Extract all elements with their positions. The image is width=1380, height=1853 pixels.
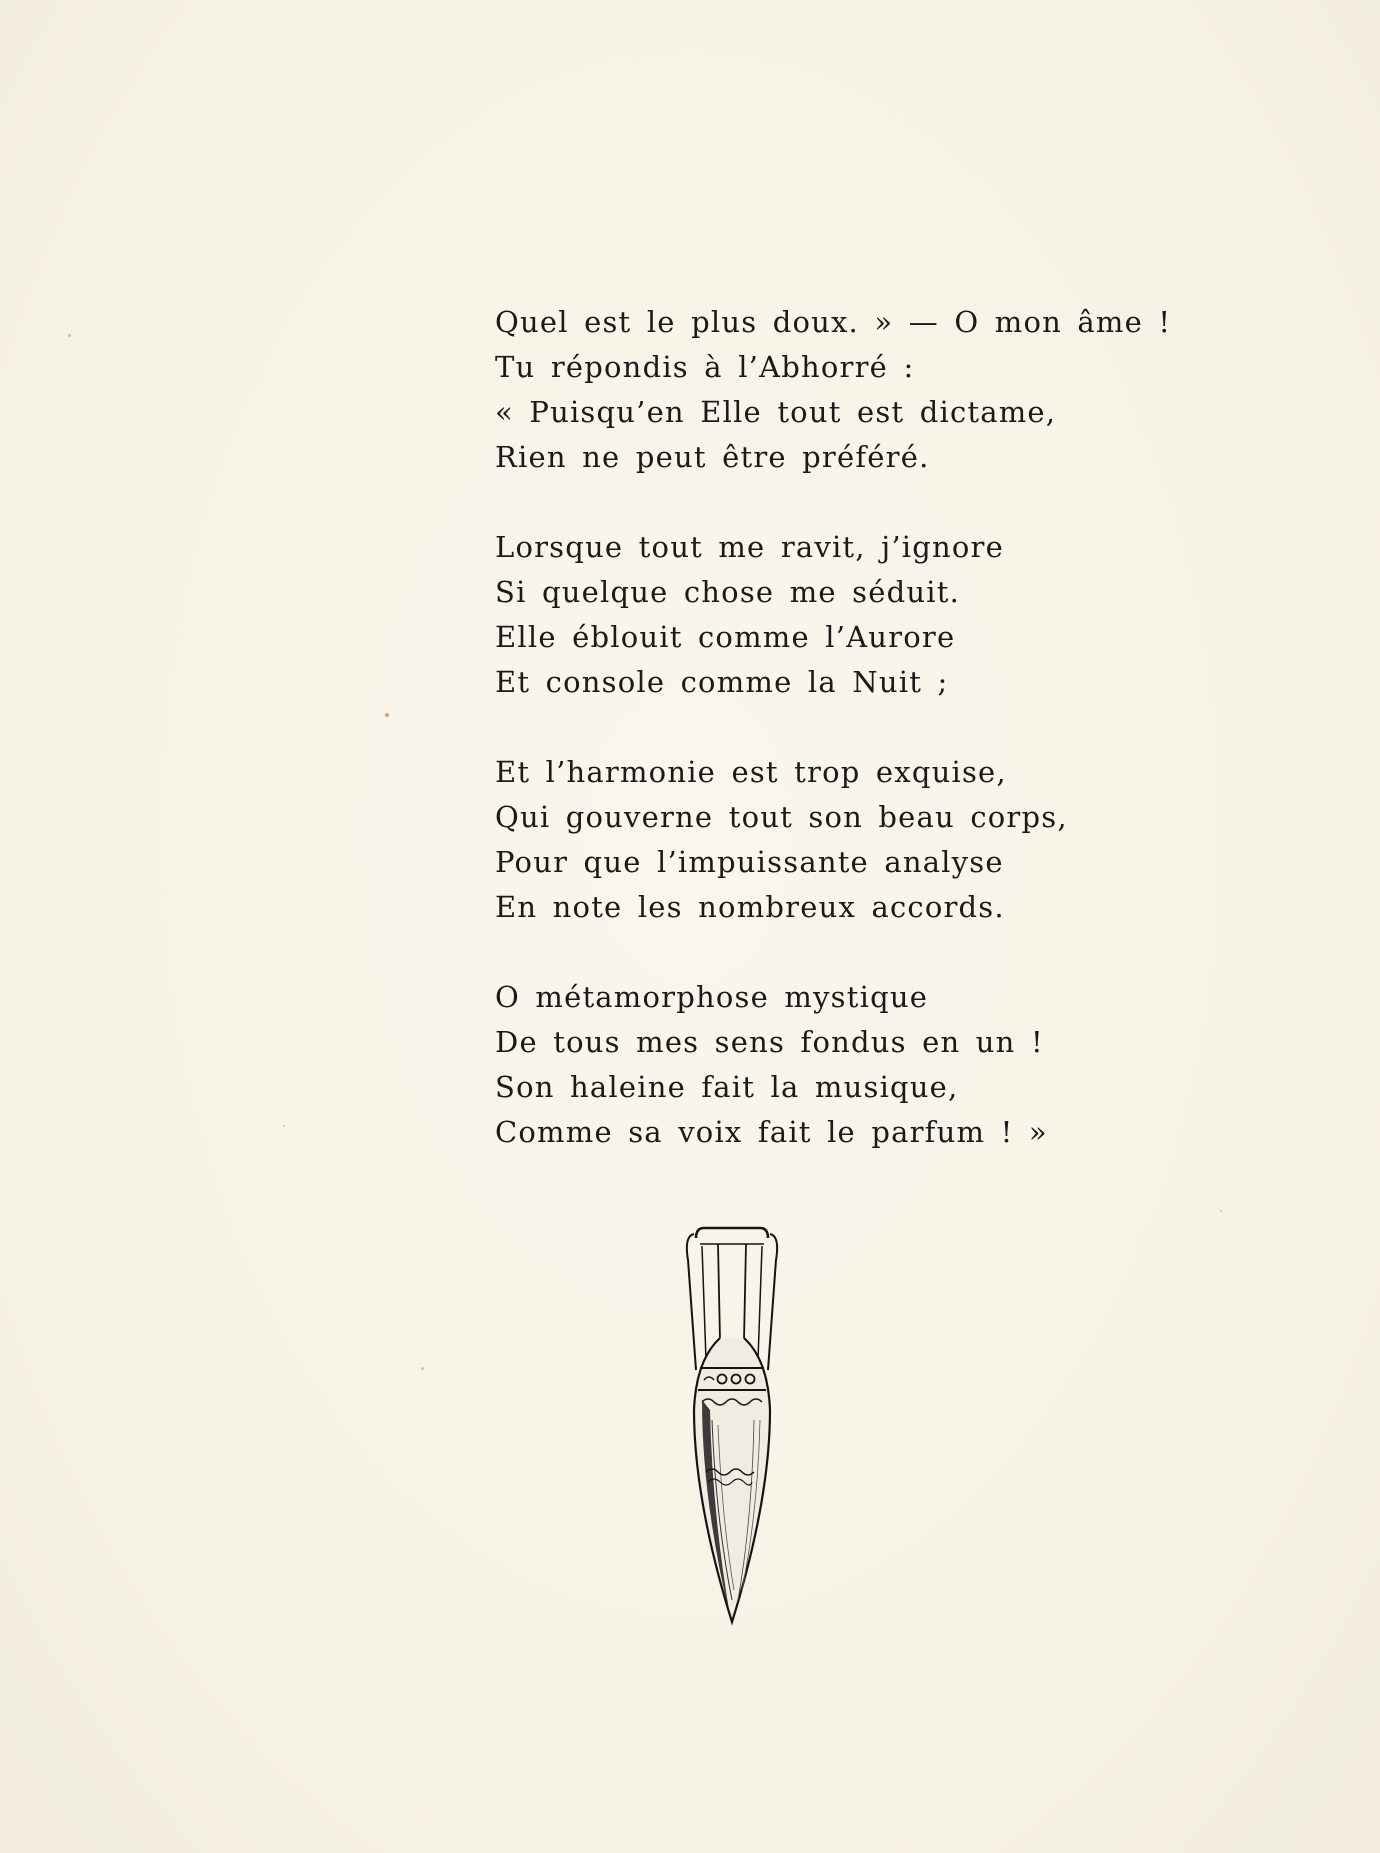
stanza-3 <box>495 750 1195 930</box>
stanza-1 <box>495 300 1195 480</box>
paper-speck <box>385 713 389 717</box>
verse-line: O métamorphose mystique <box>495 980 929 1014</box>
verse-line: Rien ne peut être préféré. <box>495 440 930 474</box>
verse-line: En note les nombreux accords. <box>495 890 1005 924</box>
paper-speck <box>1220 1210 1222 1212</box>
amphora-icon <box>682 1220 782 1630</box>
verse-line: Lorsque tout me ravit, j’ignore <box>495 530 1004 564</box>
verse-line: Elle éblouit comme l’Aurore <box>495 620 956 654</box>
paper-speck <box>283 1125 285 1127</box>
verse-line: Comme sa voix fait le parfum ! » <box>495 1115 1048 1149</box>
verse-line: Qui gouverne tout son beau corps, <box>495 800 1068 834</box>
stanza-4 <box>495 975 1195 1155</box>
verse-line: Et l’harmonie est trop exquise, <box>495 755 1007 789</box>
verse-line: Tu répondis à l’Abhorré : <box>495 350 915 384</box>
paper-speck <box>421 1367 424 1370</box>
verse-line: « Puisqu’en Elle tout est dictame, <box>495 395 1057 429</box>
verse-line: Quel est le plus doux. » — O mon âme ! <box>495 305 1172 339</box>
verse-line: De tous mes sens fondus en un ! <box>495 1025 1044 1059</box>
verse-line: Pour que l’impuissante analyse <box>495 845 1004 879</box>
paper-speck <box>68 334 71 337</box>
poem <box>495 300 1195 1200</box>
verse-line: Si quelque chose me séduit. <box>495 575 961 609</box>
stanza-2 <box>495 525 1195 705</box>
verse-line: Et console comme la Nuit ; <box>495 665 949 699</box>
verse-line: Son haleine fait la musique, <box>495 1070 959 1104</box>
